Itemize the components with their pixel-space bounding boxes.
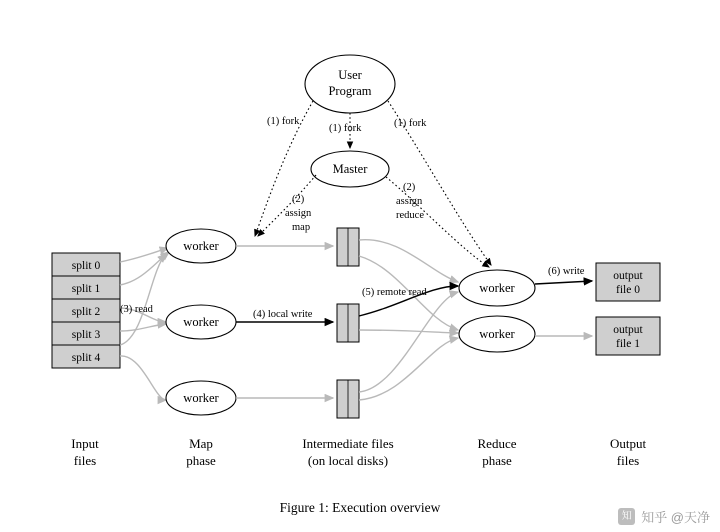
local-write-edges-group <box>236 246 333 398</box>
input-file-label: split 2 <box>71 306 101 318</box>
label-assign-map-3: map <box>292 222 311 233</box>
label-local-write: (4) local write <box>253 309 313 320</box>
edge-inter2-reduce0 <box>359 292 458 392</box>
map-worker-label: worker <box>183 239 219 253</box>
edge-split3-worker1 <box>120 324 166 331</box>
column-label-output-line1: Output <box>609 436 647 451</box>
zhihu-logo-icon: 知 <box>618 508 635 525</box>
user-program-label-line1: User <box>338 68 362 82</box>
map-worker-label: worker <box>183 391 219 405</box>
intermediate-files-group <box>337 228 359 418</box>
user-program-group <box>305 55 395 113</box>
label-assign-reduce-3: reduce <box>396 210 424 221</box>
label-read: (3) read <box>120 304 153 315</box>
watermark <box>618 507 710 526</box>
edge-assign-reduce <box>386 177 489 267</box>
read-edges-group <box>120 248 169 400</box>
user-program-label-line2: Program <box>328 84 372 98</box>
input-file-label: split 4 <box>71 352 101 364</box>
input-files-group <box>52 253 120 368</box>
label-assign-map-2: assign <box>285 208 312 219</box>
column-label-output-line2: files <box>616 453 640 468</box>
edge-reduce0-output0 <box>535 281 592 284</box>
column-label-intermediate-line1: Intermediate files <box>302 436 394 451</box>
reduce-worker-label: worker <box>479 281 515 295</box>
figure-caption: Figure 1: Execution overview <box>279 500 441 515</box>
output-file-label-line2: file 0 <box>616 284 640 296</box>
column-labels-group <box>71 436 646 468</box>
input-file-label: split 3 <box>71 329 101 341</box>
output-files-group <box>596 263 660 355</box>
edge-inter2-reduce1 <box>359 338 458 400</box>
column-label-reduce-line1: Reduce <box>477 436 517 451</box>
edge-split1-worker0 <box>120 252 169 285</box>
column-label-reduce-line2: phase <box>482 453 512 468</box>
input-file-label: split 1 <box>71 283 101 295</box>
output-file-label-line2: file 1 <box>616 338 640 350</box>
remote-read-edges-group <box>359 240 458 400</box>
output-file-label-line1: output <box>613 324 643 336</box>
label-fork-1: (1) fork <box>267 116 300 127</box>
edge-split4-worker2 <box>120 356 166 400</box>
master-group <box>311 151 389 187</box>
edge-inter1-reduce1 <box>359 330 458 333</box>
column-label-intermediate-line2: (on local disks) <box>307 453 389 468</box>
reduce-workers-group <box>459 270 535 352</box>
column-label-map-line2: phase <box>186 453 216 468</box>
column-label-input-line2: files <box>73 453 97 468</box>
label-fork-2: (1) fork <box>329 123 362 134</box>
write-edges-group <box>535 281 592 336</box>
output-file-label-line1: output <box>613 270 643 282</box>
label-assign-map-1: (2) <box>292 194 305 205</box>
label-write: (6) write <box>548 266 585 277</box>
input-file-label: split 0 <box>71 260 101 272</box>
label-assign-reduce-1: (2) <box>403 182 416 193</box>
label-remote-read: (5) remote read <box>362 287 427 298</box>
label-fork-3: (1) fork <box>394 118 427 129</box>
label-assign-reduce-2: assign <box>396 196 423 207</box>
watermark-text: 知乎 @天净 <box>641 510 710 525</box>
column-label-input-line1: Input <box>71 436 99 451</box>
edge-inter0-reduce0 <box>359 240 458 282</box>
reduce-worker-label: worker <box>479 327 515 341</box>
column-label-map-line1: Map <box>189 436 213 451</box>
master-label: Master <box>332 162 368 176</box>
map-worker-label: worker <box>183 315 219 329</box>
map-workers-group <box>166 229 236 415</box>
